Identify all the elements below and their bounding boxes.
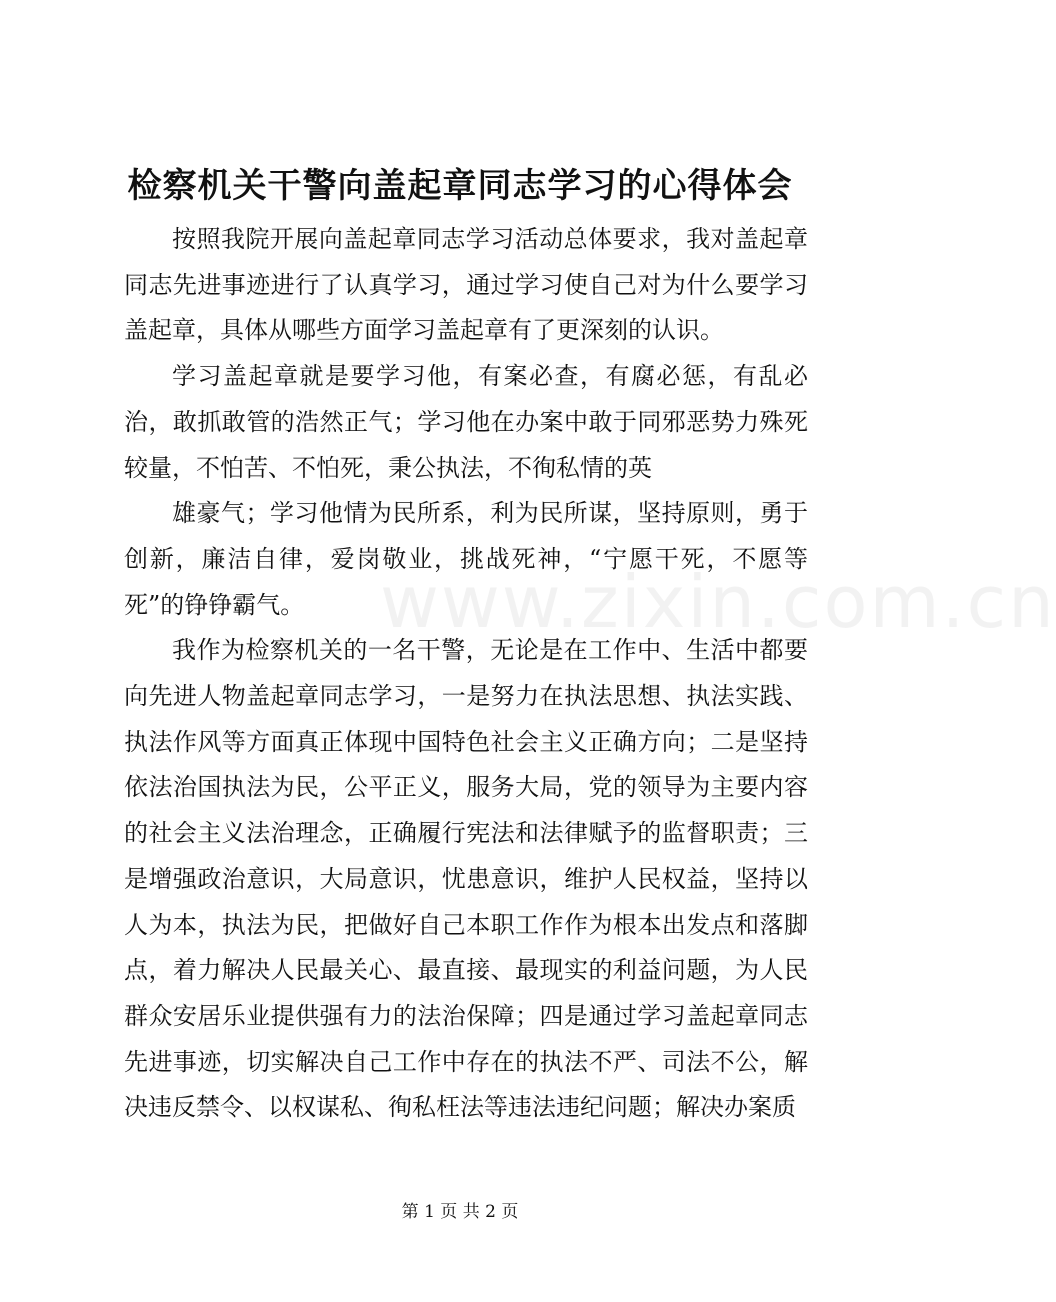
page-footer: 第 1 页 共 2 页 [401, 1202, 519, 1222]
document-body [124, 217, 808, 1131]
paragraph-1: 按照我院开展向盖起章同志学习活动总体要求，我对盖起章同志先进事迹进行了认真学习，通过学习使自己对为什么要学习盖起章，具体从哪些方面学习盖起章有了更深刻的认识。 [124, 225, 808, 345]
watermark: www.zixin.com.cn [380, 560, 1056, 644]
paragraph-2: 学习盖起章就是要学习他，有案必查，有腐必惩，有乱必治，敢抓敢管的浩然正气；学习他在办案中敢于同邪恶势力殊死较量，不怕苦、不怕死，秉公执法，不徇私情的英 [124, 362, 808, 482]
paragraph-4: 我作为检察机关的一名干警，无论是在工作中、生活中都要向先进人物盖起章同志学习，一是努力在执法思想、执法实践、执法作风等方面真正体现中国特色社会主义正确方向；二是坚持依法治国执法为民，公平正义，服务大局，党的领导为主要内容的社会主义法治理念，正确履行宪法和法律赋予的监督职责；三是增强政治意识，大局意识，忧患意识，维护人民权益，坚持以人为本，执法为民，把做好自己本职工作作为根本出发点和落脚点，着力解决人民最关心、最直接、最现实的利益问题，为人民群众安居乐业提供强有力的法治保障；四是通过学习盖起章同志先进事迹，切实解决自己工作中存在的执法不严、司法不公，解决违反禁令、以权谋私、徇私枉法等违法违纪问题；解决办案质 [124, 636, 808, 1122]
document-title: 检察机关干警向盖起章同志学习的心得体会 [127, 166, 793, 206]
paragraph-3: 雄豪气；学习他情为民所系，利为民所谋，坚持原则，勇于创新，廉洁自律，爱岗敬业，挑战死神，“宁愿干死，不愿等死”的铮铮霸气。 [124, 499, 808, 619]
